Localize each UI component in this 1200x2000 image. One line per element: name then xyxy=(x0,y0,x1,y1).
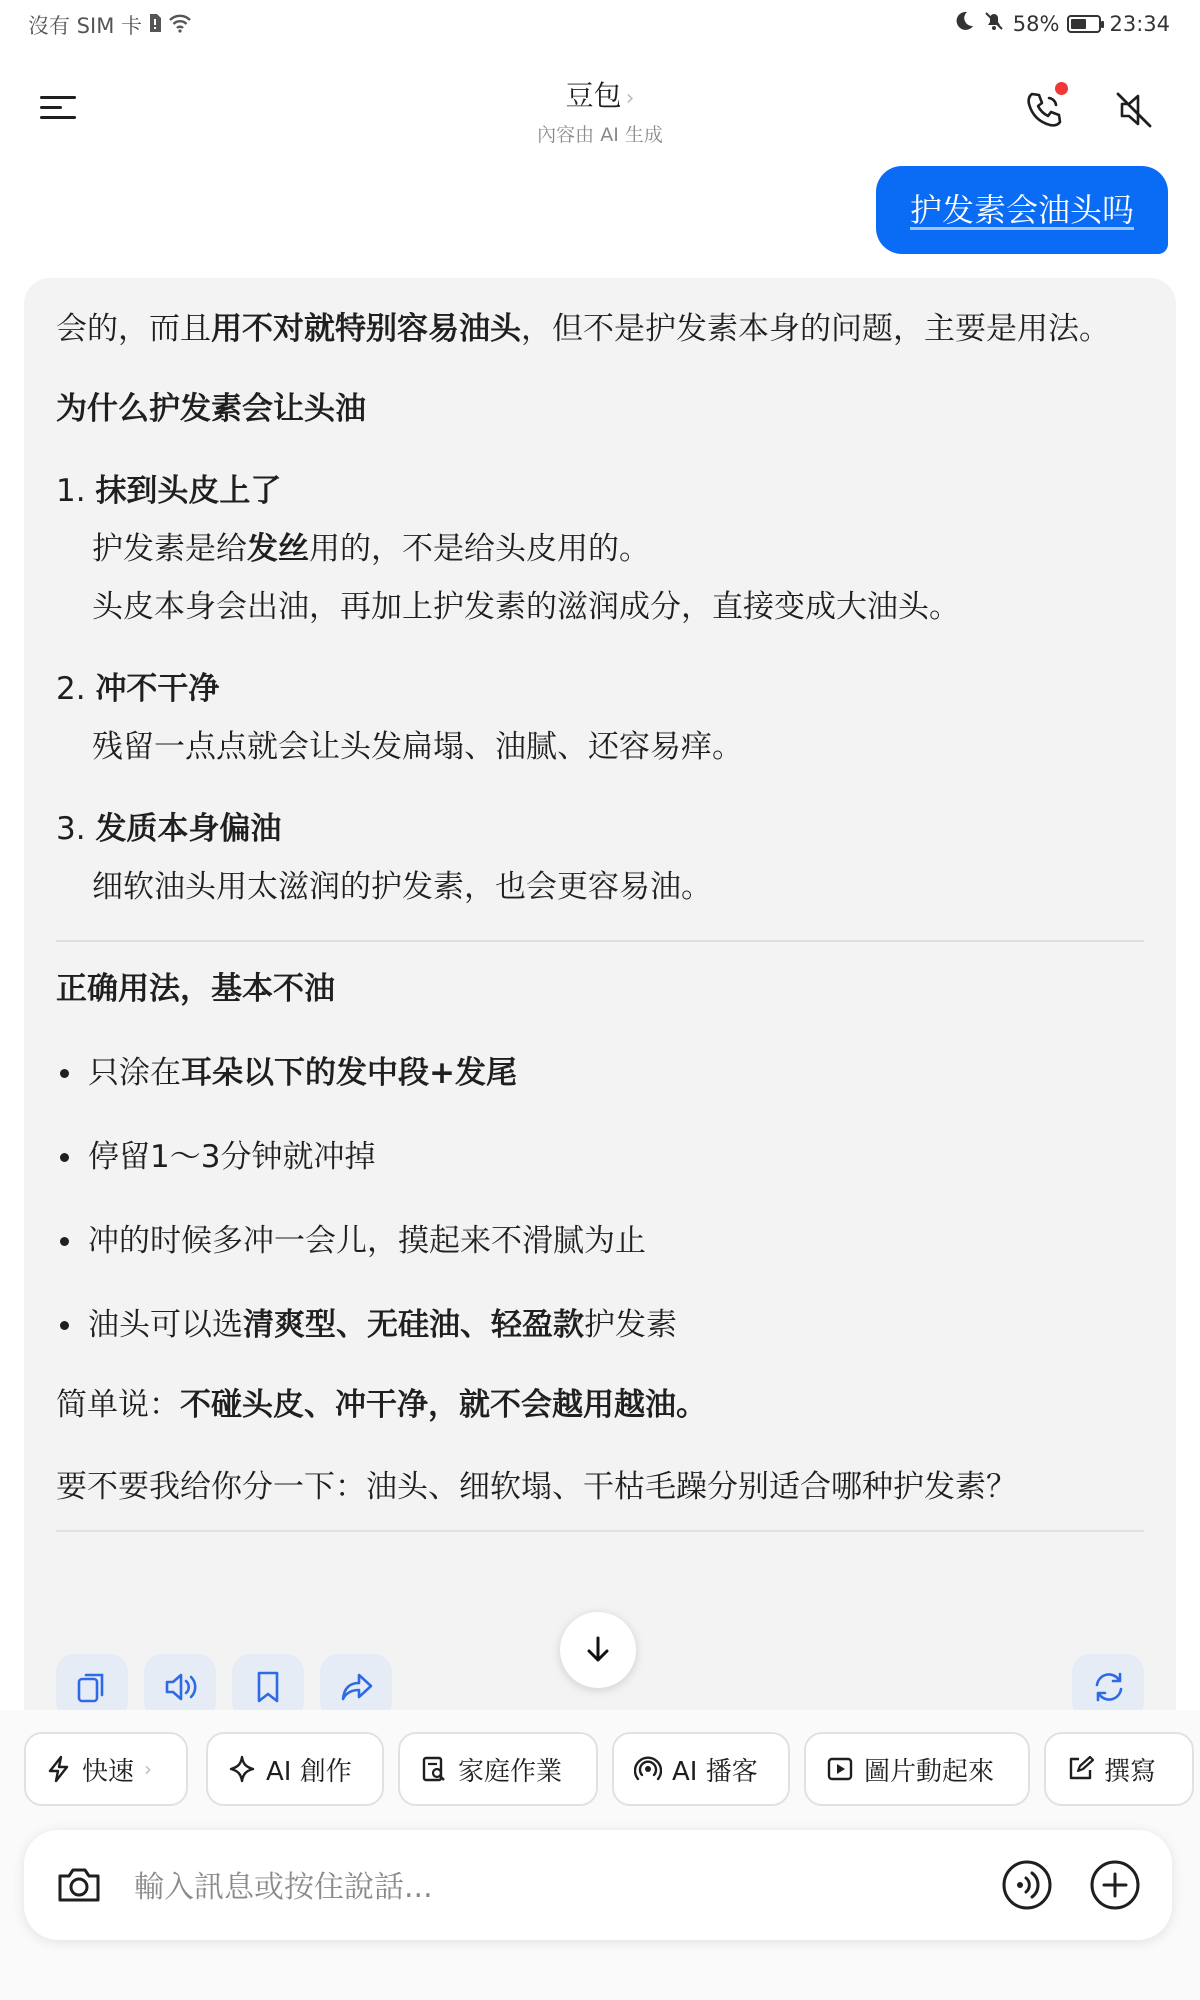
status-left xyxy=(28,10,192,40)
bullet-item xyxy=(56,1128,1144,1186)
chip-write[interactable] xyxy=(1044,1732,1194,1806)
status-bar xyxy=(0,0,1200,48)
numbered-item-line: 细软油头用太滋润的护发素，也会更容易油。 xyxy=(92,869,712,905)
share-button[interactable] xyxy=(320,1654,392,1710)
mute-speaker-button[interactable] xyxy=(1110,82,1162,134)
text-run: 护发素是给 xyxy=(92,531,247,567)
header-title-group[interactable] xyxy=(400,74,800,147)
edit-icon xyxy=(1066,1755,1094,1783)
message-input-bar xyxy=(24,1830,1172,1940)
mute-bell-icon xyxy=(983,10,1005,37)
bold-run: 用不对就特别容易油头 xyxy=(211,311,521,347)
chip-label: 家庭作業 xyxy=(458,1756,563,1787)
menu-line xyxy=(40,116,76,119)
share-icon xyxy=(340,1670,374,1704)
text-run: 只涂在 xyxy=(88,1055,181,1091)
chevron-right-icon: › xyxy=(625,86,635,111)
chevron-right-icon: › xyxy=(144,1757,153,1781)
camera-button[interactable] xyxy=(54,1860,104,1914)
bookmark-icon xyxy=(252,1670,284,1704)
chip-label: 撰寫 xyxy=(1104,1756,1157,1787)
chat-header xyxy=(0,60,1200,150)
clock: 23:34 xyxy=(1109,11,1170,36)
bold-run: 发丝 xyxy=(247,531,309,567)
text-run: 油头可以选 xyxy=(88,1307,243,1343)
battery-fill xyxy=(1071,19,1086,29)
bookmark-button[interactable] xyxy=(232,1654,304,1710)
numbered-item-line: 头皮本身会出油，再加上护发素的滋润成分，直接变成大油头。 xyxy=(92,589,960,625)
item-number: 1. xyxy=(56,473,86,509)
chip-label: AI 播客 xyxy=(672,1756,758,1787)
ai-generated-note: 內容由 AI 生成 xyxy=(537,124,663,146)
play-icon xyxy=(826,1755,854,1783)
camera-icon xyxy=(54,1860,104,1910)
answer-followup: 要不要我给你分一下：油头、细软塌、干枯毛躁分别适合哪种护发素？ xyxy=(56,1469,1017,1505)
menu-line xyxy=(40,96,76,99)
speaker-off-icon xyxy=(1112,88,1156,132)
battery-icon xyxy=(1067,15,1101,33)
answer-summary xyxy=(56,1376,1144,1434)
numbered-item-head xyxy=(56,462,1144,520)
voice-wave-icon xyxy=(1000,1858,1054,1912)
section-heading: 正确用法，基本不油 xyxy=(56,971,335,1007)
divider xyxy=(56,1530,1144,1532)
section-heading: 为什么护发素会让头油 xyxy=(56,391,366,427)
menu-button[interactable] xyxy=(36,88,84,128)
chip-label: 圖片動起來 xyxy=(864,1756,995,1787)
bullet-item xyxy=(56,1296,1144,1354)
item-number: 2. xyxy=(56,671,86,707)
numbered-item-line xyxy=(56,520,1144,578)
numbered-item xyxy=(56,660,1144,776)
chat-title[interactable] xyxy=(400,74,800,114)
carrier-text: 沒有 SIM 卡 xyxy=(28,14,142,38)
text-run: 简单说： xyxy=(56,1387,180,1423)
bullet-item xyxy=(56,1044,1144,1102)
divider xyxy=(56,940,1144,942)
text-run: 停留1～3分钟就冲掉 xyxy=(88,1139,376,1175)
bold-run: 清爽型、无硅油、轻盈款 xyxy=(243,1307,584,1343)
numbered-item-head xyxy=(56,800,1144,858)
item-title: 抹到头皮上了 xyxy=(95,473,282,509)
voice-call-button[interactable] xyxy=(1020,82,1072,134)
text-run: ，但不是护发素本身的问题，主要是用法。 xyxy=(521,311,1110,347)
assistant-answer-card xyxy=(24,278,1176,1710)
speaker-icon xyxy=(164,1670,198,1704)
moon-icon xyxy=(953,10,975,37)
podcast-icon xyxy=(634,1755,662,1783)
message-input[interactable]: 輸入訊息或按住說話... xyxy=(134,1870,433,1905)
item-title: 冲不干净 xyxy=(95,671,220,707)
lightning-icon xyxy=(46,1755,72,1783)
add-attachment-button[interactable] xyxy=(1088,1858,1142,1916)
chip-ai-create[interactable] xyxy=(206,1732,384,1806)
voice-input-button[interactable] xyxy=(1000,1858,1054,1916)
sparkle-icon xyxy=(228,1755,256,1783)
plus-icon xyxy=(1088,1858,1142,1912)
wifi-icon xyxy=(168,13,192,38)
chip-animate-image[interactable] xyxy=(804,1732,1030,1806)
item-title: 发质本身偏油 xyxy=(95,811,282,847)
numbered-item-line: 残留一点点就会让头发扁塌、油腻、还容易痒。 xyxy=(92,729,743,765)
numbered-item-head xyxy=(56,660,1144,718)
user-message-bubble[interactable]: 护发素会油头吗 xyxy=(876,166,1168,254)
battery-percent: 58% xyxy=(1012,11,1060,36)
chip-fast[interactable] xyxy=(24,1732,188,1806)
bullet-item xyxy=(56,1212,1144,1270)
regenerate-button[interactable] xyxy=(1072,1654,1144,1710)
chip-homework[interactable] xyxy=(398,1732,598,1806)
scroll-to-bottom-button[interactable] xyxy=(560,1612,636,1688)
text-run: 冲的时候多冲一会儿，摸起来不滑腻为止 xyxy=(88,1223,646,1259)
notification-dot xyxy=(1055,82,1068,95)
homework-icon xyxy=(420,1755,448,1783)
text-run: 会的，而且 xyxy=(56,311,211,347)
status-right xyxy=(953,10,1170,37)
refresh-icon xyxy=(1092,1670,1126,1704)
text-run: 护发素 xyxy=(584,1307,677,1343)
bold-run: 不碰头皮、冲干净，就不会越用越油。 xyxy=(180,1387,707,1423)
numbered-item xyxy=(56,462,1144,636)
copy-icon xyxy=(76,1670,108,1704)
arrow-down-icon xyxy=(582,1634,614,1666)
quick-actions-row xyxy=(24,1732,1200,1808)
item-number: 3. xyxy=(56,811,86,847)
chip-ai-podcast[interactable] xyxy=(612,1732,790,1806)
read-aloud-button[interactable] xyxy=(144,1654,216,1710)
copy-button[interactable] xyxy=(56,1654,128,1710)
menu-line xyxy=(40,106,62,109)
answer-intro xyxy=(56,300,1144,358)
chip-label: AI 創作 xyxy=(266,1756,352,1787)
numbered-item xyxy=(56,800,1144,916)
text-run: 用的，不是给头皮用的。 xyxy=(309,531,650,567)
sim-icon xyxy=(148,13,162,38)
bold-run: 耳朵以下的发中段+发尾 xyxy=(181,1055,517,1091)
bottom-tray xyxy=(0,1710,1200,2000)
chip-label: 快速 xyxy=(82,1756,135,1787)
chat-title-text: 豆包 xyxy=(565,79,622,112)
